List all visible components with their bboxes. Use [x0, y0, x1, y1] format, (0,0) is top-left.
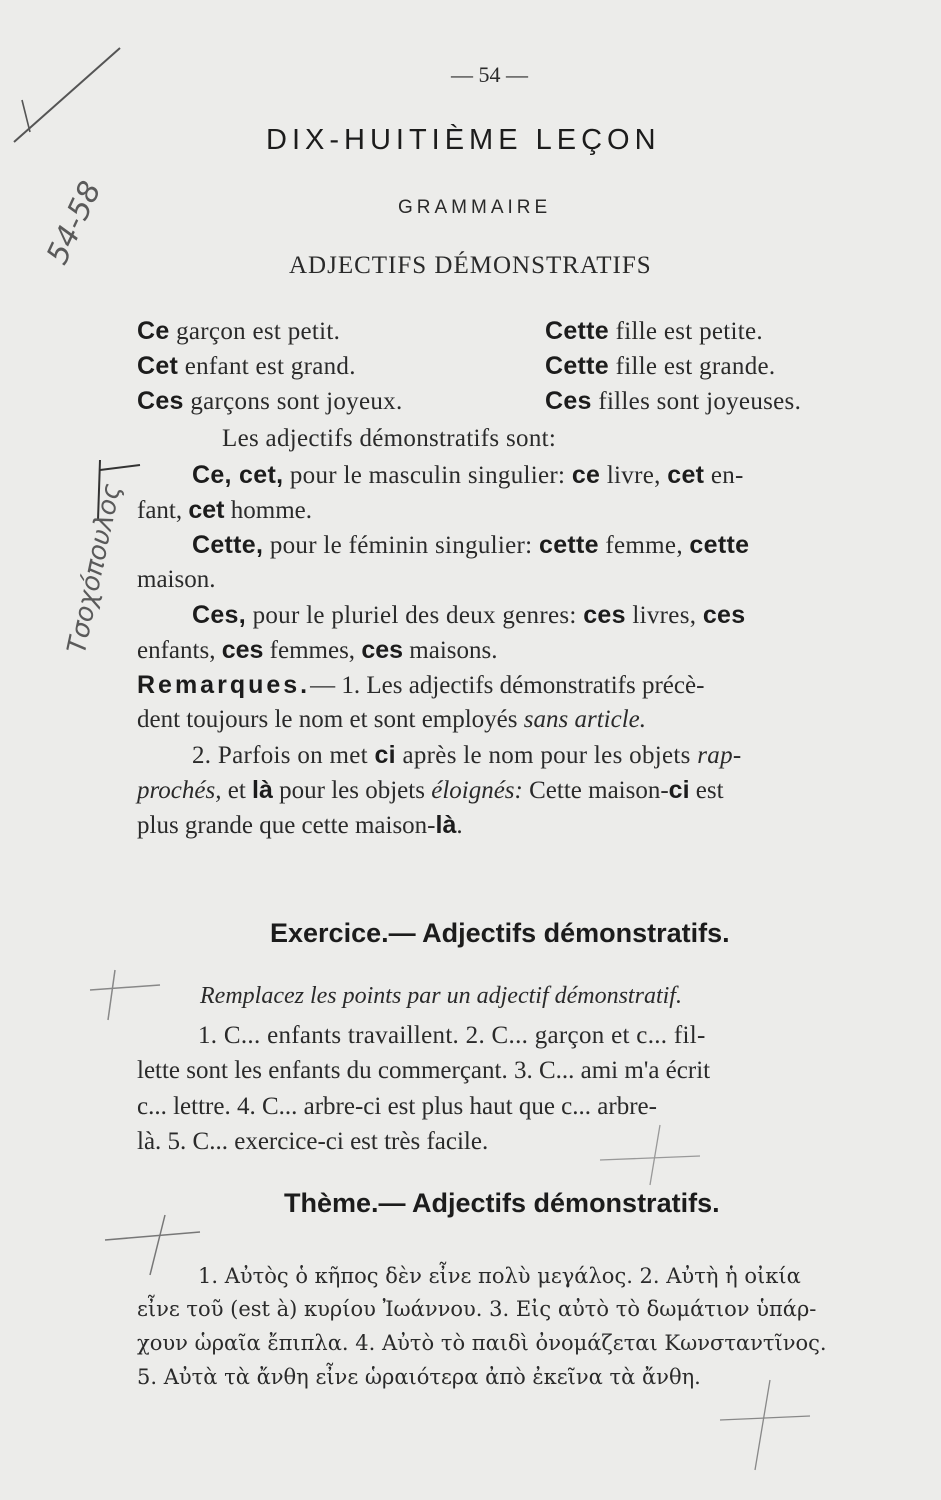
italic-term: sans article. [523, 706, 646, 733]
pencil-slash-mark [14, 48, 120, 142]
remarques-text: est [689, 777, 724, 804]
bold-cette: Cette [545, 317, 610, 345]
remarques-line-5 [137, 811, 463, 840]
theme-title: Thème.— Adjectifs démonstratifs. [284, 1188, 720, 1218]
exercise-line-1: 1. C... enfants travaillent. 2. C... garçon et c... fil- [198, 1022, 706, 1049]
example-text: fille est petite. [609, 318, 763, 345]
italic-term: prochés, [137, 777, 222, 804]
rule-text: pour le masculin singulier: [283, 462, 572, 489]
rule-text: homme. [224, 497, 313, 524]
italic-term: éloignés: [431, 777, 523, 804]
exercise-instruction: Remplacez les points par un adjectif démonstratif. [200, 983, 682, 1009]
pen-dash-mark [100, 465, 140, 470]
bold-term: ces [702, 601, 746, 629]
pencil-cross-mark-3b [650, 1125, 660, 1185]
example-line-1b [545, 317, 763, 346]
remarques-text: après le nom pour les objets [395, 742, 698, 769]
handwritten-margin-note: Τσοχόπουλος [62, 481, 128, 657]
rule-1-line-1 [192, 461, 888, 490]
remarques-line-1 [137, 671, 704, 700]
rule-text: livre, [600, 462, 668, 489]
rule-text: femmes, [263, 637, 362, 664]
italic-term: rap- [697, 742, 742, 769]
rule-3-line-1 [192, 601, 745, 630]
rule-text: femme, [598, 532, 690, 559]
rules-intro: Les adjectifs démonstratifs sont: [222, 425, 557, 452]
exercise-title: Exercice.— Adjectifs démonstratifs. [270, 918, 730, 948]
rule-text: livres, [625, 602, 703, 629]
bold-term: cette [538, 531, 599, 559]
remarques-line-2 [137, 706, 646, 734]
section-grammar: GRAMMAIRE [398, 197, 552, 218]
bold-cette: Cette [545, 352, 610, 380]
remarques-text: Cette maison- [522, 777, 669, 804]
bold-term: Cette, [192, 531, 264, 559]
exercise-line-4: là. 5. C... exercice-ci est très facile. [137, 1128, 489, 1155]
section-heading-adjectives: ADJECTIFS DÉMONSTRATIFS [289, 252, 652, 279]
pencil-cross-mark-4b [755, 1380, 770, 1470]
bold-term: cette [689, 531, 750, 559]
remarques-text: — 1. Les adjectifs démonstratifs précè- [310, 672, 705, 699]
pencil-tick-mark [22, 100, 30, 132]
example-text: garçon est petit. [169, 318, 341, 345]
rule-2-line-1 [192, 531, 749, 560]
example-text: enfant est grand. [178, 353, 356, 380]
pencil-cross-mark-2b [150, 1215, 165, 1275]
pencil-cross-mark-1 [90, 985, 160, 990]
rule-2-line-2: maison. [137, 566, 216, 593]
bold-term: là [435, 811, 457, 839]
remarques-text: pour les objets [272, 777, 432, 804]
rule-text: enfants, [137, 637, 222, 664]
theme-line-3: χουν ὡραῖα ἔπιπλα. 4. Αὐτὸ τὸ παιδὶ ὀνομάζεται Κωνσταντῖνος. [137, 1331, 827, 1355]
example-text: garçons sont joyeux. [183, 388, 403, 415]
example-line-2a [137, 352, 356, 381]
remarques-text: dent toujours le nom et sont employés [137, 706, 524, 733]
theme-line-2: εἶνε τοῦ (est à) κυρίου Ἰωάννου. 3. Εἰς αὐτὸ τὸ δωμάτιον ὑπάρ- [137, 1297, 817, 1321]
lesson-title: DIX-HUITIÈME LEÇON [266, 124, 661, 156]
theme-line-4: 5. Αὐτὰ τὰ ἄνθη εἶνε ὡραιότερα ἀπὸ ἐκεῖνα τὰ ἄνθη. [137, 1365, 701, 1389]
bold-term: Ces, [192, 601, 247, 629]
bold-ce: Ce [137, 317, 170, 345]
remarques-line-3 [192, 741, 742, 770]
bold-ces: Ces [137, 387, 184, 415]
pencil-cross-mark-1b [108, 970, 115, 1020]
pencil-cross-mark-2 [105, 1232, 200, 1240]
pencil-cross-mark-3 [600, 1156, 700, 1160]
rule-text: maisons. [403, 637, 498, 664]
rule-text: fant, [137, 497, 189, 524]
rule-text: en- [704, 462, 744, 489]
remarques-text: plus grande que cette maison- [137, 812, 436, 839]
theme-line-1: 1. Αὐτὸς ὁ κῆπος δὲν εἶνε πολὺ μεγάλος. 2. Αὐτὴ ἡ οἰκία [198, 1264, 801, 1288]
example-line-2b [545, 352, 775, 381]
exercise-line-2: lette sont les enfants du commerçant. 3. C... ami m'a écrit [137, 1057, 711, 1084]
bold-term: ci [668, 776, 690, 804]
rule-text: pour le pluriel des deux genres: [246, 602, 584, 629]
example-text: fille est grande. [609, 353, 776, 380]
bold-ces: Ces [545, 387, 592, 415]
bold-term: Ce, cet, [192, 461, 284, 489]
rule-1-line-2 [137, 496, 312, 525]
example-line-3a [137, 387, 403, 416]
bold-cet: Cet [137, 352, 179, 380]
remarques-text: 2. Parfois on met [192, 742, 375, 769]
bold-term: cet [188, 496, 225, 524]
example-text: filles sont joyeuses. [591, 388, 802, 415]
bold-term: cet [667, 461, 705, 489]
bold-term: ces [361, 636, 404, 664]
bold-term: là [252, 776, 273, 804]
remarques-label: Remarques. [137, 671, 311, 699]
example-line-3b [545, 387, 801, 416]
remarques-text: . [456, 812, 463, 839]
bold-term: ce [571, 461, 601, 489]
exercise-line-3: c... lettre. 4. C... arbre-ci est plus haut que c... arbre- [137, 1093, 657, 1120]
remarques-text: et [221, 777, 253, 804]
bold-term: ci [374, 741, 396, 769]
handwritten-page-range: 54-58 [40, 175, 109, 270]
pencil-cross-mark-4 [720, 1416, 810, 1420]
rule-3-line-2 [137, 636, 497, 665]
page-number: — 54 — [451, 62, 528, 87]
bold-term: ces [221, 636, 264, 664]
bold-term: ces [583, 601, 626, 629]
remarques-line-4 [137, 776, 724, 805]
rule-text: pour le féminin singulier: [263, 532, 539, 559]
example-line-1a [137, 317, 340, 346]
